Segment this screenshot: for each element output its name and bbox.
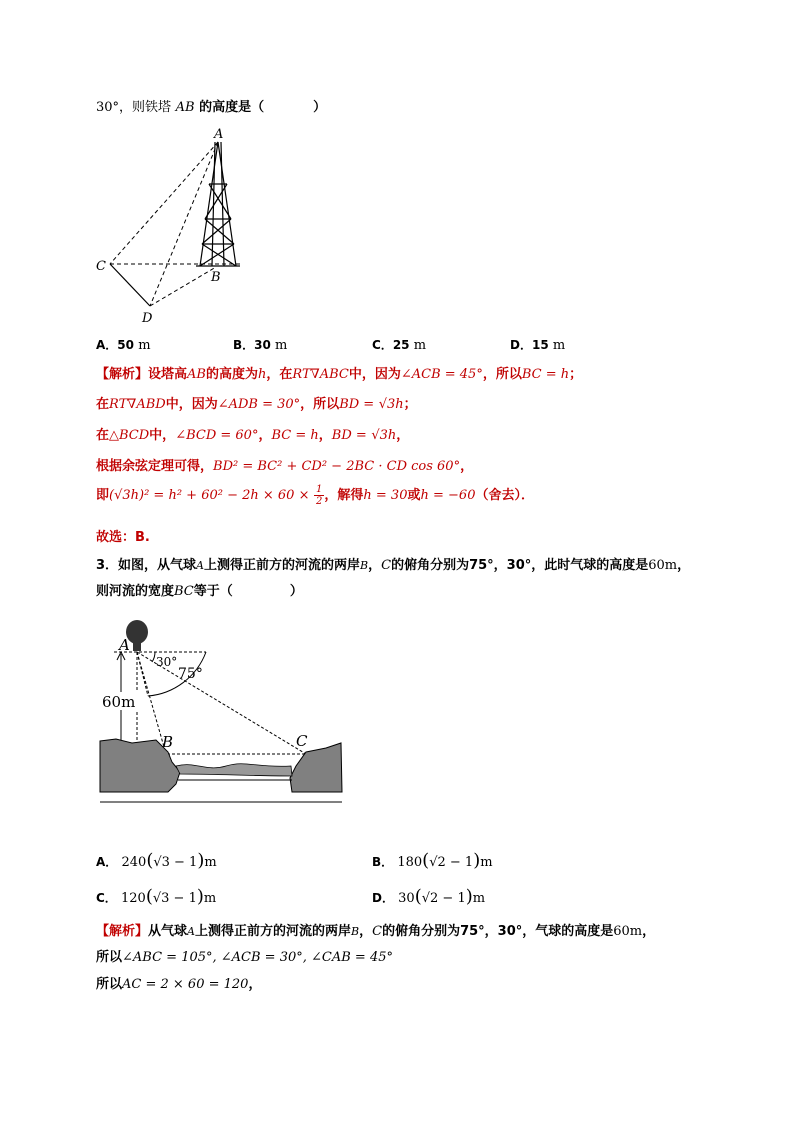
text: 所以 [96,950,123,965]
option-letter: B． [233,338,255,352]
option-radical: √3 − 1 [153,855,198,870]
q2-option-d [510,336,565,353]
q3-option-a: A． 240(√3 − 1)m [96,850,217,871]
text: ， [642,924,656,939]
math: RT∇ABD [109,397,166,412]
option-letter: A． [96,855,118,869]
numerator: 1 [316,484,323,495]
text: （舍去）． [475,488,534,503]
math: 60m [648,558,678,573]
math: BD² = BC² + CD² − 2BC · CD cos 60° [213,459,461,474]
angle-75-label: 75° [178,666,203,682]
text: 上测得正前方的河流的两岸 [204,558,361,573]
option-value: 15 [531,338,549,352]
math: 60m [613,924,643,939]
label-a: A [214,127,224,142]
math: A [187,925,195,938]
text: 的俯角分别为75°，30°，此时气球的高度是 [391,558,649,573]
text: ， [368,558,382,573]
q3-stem-line-1 [96,554,690,573]
q2-solution-line-4 [96,455,473,474]
math: AC = 2 × 60 = 120 [122,977,249,992]
q2-solution-line-5 [96,484,534,514]
balloon-river-figure [96,616,350,808]
label-b: B [162,733,174,751]
text: ， [258,428,272,443]
math: ∠BCD = 60° [175,428,259,443]
option-value: 50 [117,338,134,352]
math: B [351,925,360,938]
text: ，所以 [300,397,340,412]
option-letter: C． [96,891,117,905]
text: 上测得正前方的河流的两岸 [194,924,351,939]
option-coef: 120 [121,891,146,906]
option-unit: m [204,855,217,870]
text: 则河流的宽度 [96,584,175,599]
math: h = 30 [363,488,408,503]
text: 的高度为 [205,367,258,382]
option-radical: √2 − 1 [429,855,474,870]
option-coef: 30 [398,891,415,906]
angle-arc-30 [152,652,155,662]
text: 在△ [96,428,119,443]
option-unit: m [413,338,427,353]
q2-answer [96,526,150,545]
text: 设塔高 [148,367,188,382]
q2-stem-line [96,96,326,115]
option-unit: m [203,891,217,906]
answer-text: 故选：B. [96,530,150,545]
text: 根据余弦定理可得， [96,459,214,474]
text: ，所以 [482,367,522,382]
right-bank [290,743,342,792]
q2-option-b [233,336,287,353]
math: BC = h [521,367,570,382]
river-water [176,764,292,776]
math: BC [174,584,194,599]
text: ，解得 [324,488,364,503]
text: ， [359,924,373,939]
line-ad [150,142,218,306]
option-unit: m [552,338,566,353]
text: ， [677,558,691,573]
q3-option-b: B． 180(√2 − 1)m [372,850,493,871]
math: ∠ABC = 105°, ∠ACB = 30°, ∠CAB = 45° [122,950,393,965]
text: ， [396,428,410,443]
fraction-one-half [314,484,324,507]
option-unit: m [480,855,493,870]
text: 中，因为 [348,367,401,382]
option-coef: 180 [397,855,423,870]
option-value: 25 [392,338,410,352]
math: BCD [119,428,150,443]
tower-figure [90,124,250,326]
math: h = −60 [420,488,476,503]
option-unit: m [472,891,486,906]
text: 等于（ [193,584,233,599]
math: √3h [378,397,404,412]
angle-30-label: 30° [156,655,178,669]
line-cd [110,264,150,306]
q2-stem-close: ） [313,100,327,115]
q3-option-c: C． 120(√3 − 1)m [96,886,217,907]
option-unit: m [138,338,151,353]
height-label: 60m [102,693,136,711]
math: ∠ADB = 30° [217,397,301,412]
text: ， [318,428,332,443]
label-a: A [119,636,130,654]
text: 中，因为 [165,397,218,412]
label-b: B [211,270,221,285]
math: AB [187,367,206,382]
option-unit: m [275,338,288,353]
denominator: 2 [316,496,323,507]
solution-tag: 【解析】 [96,367,149,382]
q3-solution-line-2 [96,946,393,965]
text: 在 [96,397,110,412]
text: 或 [407,488,421,503]
q3-stem-line-2 [96,580,303,599]
q2-option-a [96,336,151,353]
option-radical: √3 − 1 [152,891,197,906]
math: BD = [339,397,375,412]
tower-structure [196,142,240,266]
option-coef: 240 [121,855,147,870]
text: 从气球 [148,924,188,939]
math: C [381,558,392,573]
text: ， [460,459,474,474]
q2-stem-var: AB [175,100,195,115]
label-d: D [142,311,153,326]
math: BD = [331,428,367,443]
q3-option-d: D． 30(√2 − 1)m [372,886,486,907]
text: 3．如图，从气球 [96,558,197,573]
math: h [258,367,267,382]
math: (√3h)² = h² + 60² − 2h × 60 × [109,488,310,503]
label-c: C [296,732,308,750]
math: B [360,559,369,572]
q3-solution-line-1 [96,920,655,939]
option-value: 30 [254,338,271,352]
label-c: C [96,259,106,274]
math: √3h [371,428,397,443]
text: 即 [96,488,110,503]
math: RT∇ABC [292,367,349,382]
option-letter: C． [372,338,393,352]
option-letter: A． [96,338,118,352]
text: ； [403,397,417,412]
math: C [372,924,383,939]
q2-option-c [372,336,426,353]
option-radical: √2 − 1 [421,891,466,906]
math: BC = h [271,428,319,443]
text: 中， [149,428,176,443]
q2-solution-line-3 [96,424,409,443]
text: 的俯角分别为75°，30°，气球的高度是 [382,924,614,939]
option-letter: D． [372,891,394,905]
line-ac [110,142,218,264]
q2-solution-line-2 [96,393,417,412]
q3-solution-line-3 [96,973,261,992]
q2-stem-rest: 的高度是（ [199,100,265,115]
balloon-basket [133,642,141,651]
option-letter: B． [372,855,394,869]
solution-tag: 【解析】 [96,924,149,939]
text: ，在 [266,367,293,382]
q2-stem-text: 30°，则铁塔 [96,100,172,115]
math: A [196,559,204,572]
text: ， [248,977,262,992]
text: ） [289,584,303,599]
math: ∠ACB = 45° [400,367,483,382]
q2-solution-line-1 [96,363,582,382]
text: ； [569,367,583,382]
sight-line-extra [137,652,148,696]
option-letter: D． [510,338,532,352]
line-db [150,267,216,306]
text: 所以 [96,977,123,992]
